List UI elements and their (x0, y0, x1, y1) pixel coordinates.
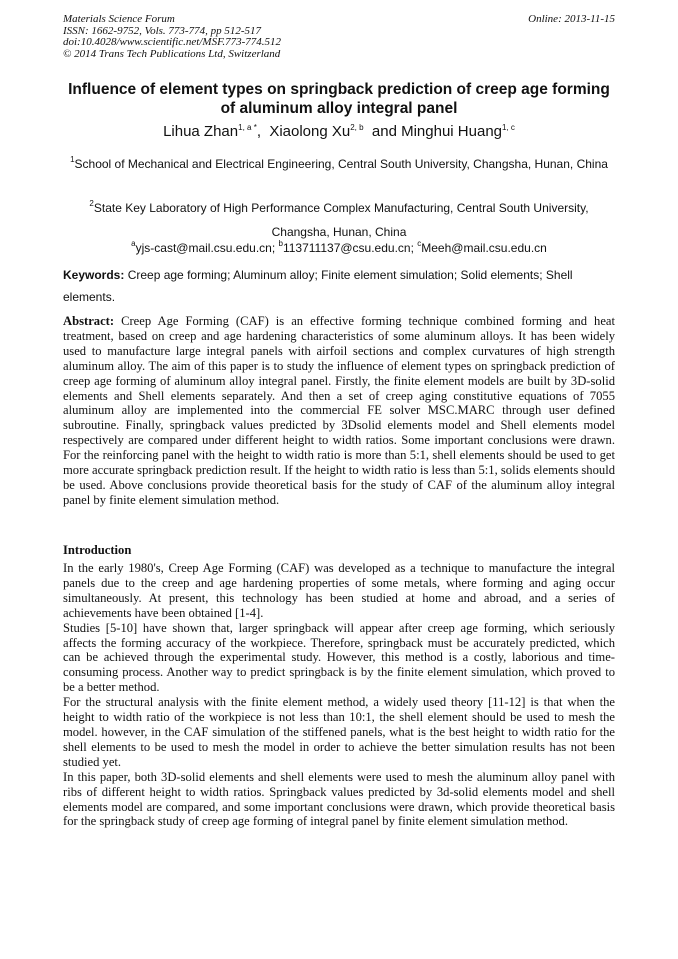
email-mark: c (417, 239, 422, 248)
author-list (63, 122, 615, 143)
email-mark: b (278, 239, 283, 248)
email-address: yjs-cast@mail.csu.edu.cn; (135, 241, 279, 255)
affiliation-text: State Key Laboratory of High Performance Complex Manufacturing, Central South University, Changsha, Hunan, China (93, 201, 589, 239)
author-affiliation-mark: 1, c (502, 123, 515, 132)
author-affiliation-mark: 2, b (350, 123, 364, 132)
email-address: Meeh@mail.csu.edu.cn (421, 241, 547, 255)
affiliation-1 (63, 153, 615, 177)
introduction-body (63, 561, 615, 829)
section-heading: Introduction (63, 543, 132, 557)
paragraph: In this paper, both 3D-solid elements and shell elements were used to mesh the aluminum alloy panel with ribs of different height to width ratios. Springback values predicted by 3d-solid elements model and shell elements model are compared, and some important conclusions were drawn, which provide theoretical basis for the springback study of creep age forming of integral panel by finite element simulation method. (63, 769, 615, 829)
journal-header (63, 14, 281, 60)
affiliation-text: School of Mechanical and Electrical Engineering, Central South University, Changsha, Hunan, China (74, 157, 608, 171)
email-mark: a (131, 239, 136, 248)
abstract-label: Abstract: (63, 314, 115, 328)
paper-title: Influence of element types on springback prediction of creep age forming of aluminum alloy integral panel (68, 81, 610, 117)
online-date: Online: 2013-11-15 (528, 13, 615, 25)
abstract-section (63, 314, 615, 508)
author-separator: , (256, 123, 270, 140)
author-affiliation-mark: 1, a * (238, 123, 257, 132)
copyright-line: © 2014 Trans Tech Publications Ltd, Switzerland (63, 47, 281, 60)
keywords-text: Creep age forming; Aluminum alloy; Finite element simulation; Solid elements; Shell elements. (63, 268, 576, 304)
keywords-section (63, 264, 615, 308)
affiliation-mark: 1 (70, 155, 75, 164)
author-name: Xiaolong Xu (269, 123, 351, 140)
paragraph: For the structural analysis with the finite element method, a widely used theory [11-12] is that when the height to width ratio of the workpiece is not less than 10:1, the shell element should be used to mesh the model. however, in the CAF simulation of the stiffened panels, what is the best height to width ratio for the shell elements to be used to mesh the model in order to achieve the better simulation results has not been studied yet. (63, 695, 615, 769)
issn-line: ISSN: 1662-9752, Vols. 773-774, pp 512-517 (63, 24, 261, 37)
paragraph: In the early 1980's, Creep Age Forming (CAF) was developed as a technique to manufacture the integral panels due to the creep and age hardening properties of some metals, where forming and aging occur simultaneously. At present, this technology has been studied at home and abroad, and a series of achievements have been obtained [1-4]. (63, 561, 615, 620)
journal-name: Materials Science Forum (63, 13, 175, 25)
email-address: 113711137@csu.edu.cn; (282, 241, 418, 255)
email-list (63, 239, 615, 259)
author-separator: and (363, 123, 402, 140)
affiliation-2 (63, 197, 615, 243)
keywords-label: Keywords: (63, 268, 125, 282)
paragraph: Studies [5-10] have shown that, larger springback will appear after creep age forming, which seriously affects the forming accuracy of the workpiece. Therefore, springback must be accurately predicted, which can be achieved through the experimental study. However, this method is a costly, laborious and time-consuming process. Another way to predict springback is by the finite element simulation, which proved to be a better method. (63, 620, 615, 695)
author-name: Lihua Zhan (163, 123, 239, 140)
abstract-text: Creep Age Forming (CAF) is an effective forming technique combined forming and heat treatment, based on creep and age hardening characteristics of some aluminum alloys. It has been widely used to manufacture large integral panels with airfoil sections and complex curvatures of high strength aluminum alloy. The aim of this paper is to study the influence of element types on springback prediction of creep age forming of aluminum alloy integral panel. Firstly, the finite element models are built by 3D-solid elements and Shell elements separately. And then a set of creep aging constitutive equations of 7055 aluminum alloy are implemented into the commercial FE solver MSC.MARC through user defined subroutine. Finally, springback values predicted by 3Dsolid elements model and Shell elements model respectively are compared under different height to width ratios. Some important conclusions were drawn. For the reinforcing panel with the height to width ratio is more than 5:1, shell elements should be used to get more accurate springback prediction result. If the height to width ratio is less than 5:1, solids elements should be used. Above conclusions provide theoretical basis for the study of CAF of the aluminum alloy integral panel by finite element simulation method. (63, 314, 615, 507)
author-name: Minghui Huang (401, 123, 503, 140)
affiliation-mark: 2 (89, 199, 94, 208)
doi-line: doi:10.4028/www.scientific.net/MSF.773-774.512 (63, 36, 282, 48)
